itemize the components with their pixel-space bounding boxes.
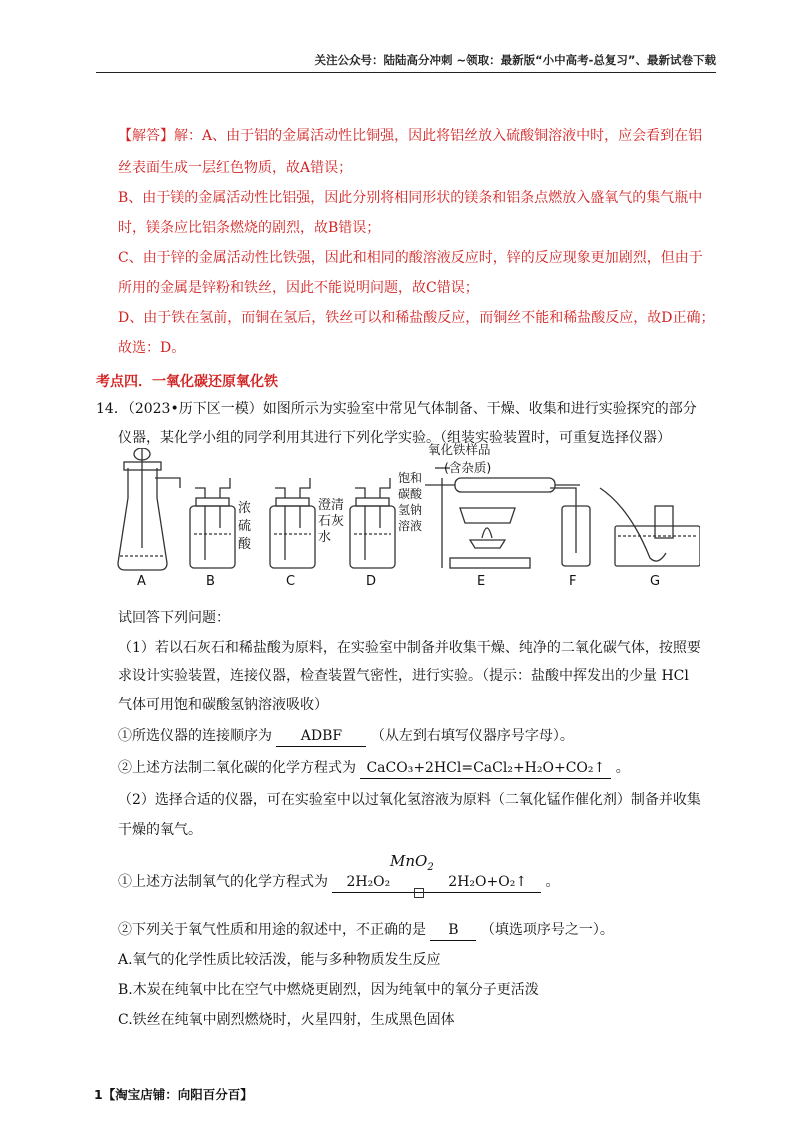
q3-answer-left: 2H₂O₂ [332,872,392,893]
answer-line-6: 所用的金属是锌粉和铁丝，因此不能说明问题，故C错误； [118,280,479,296]
question-line-2: 仪器，某化学小组的同学利用其进行下列化学实验。（组装实验装置时，可重复选择仪器） [118,430,671,446]
answer-line-2: 丝表面生成一层红色物质，故A错误； [118,160,353,176]
answer-line-5: C、由于锌的金属活动性比铁强，因此和相同的酸溶液反应时，锌的反应现象更加剧烈，但由于 [118,250,703,266]
tube-furnace-e [425,468,580,568]
answer-line-7: D、由于铁在氢前，而铜在氢后，铁丝可以和稀盐酸反应，而铜丝不能和稀盐酸反应，故D正确； [118,310,715,326]
bottle-d [350,478,395,568]
label-b: 浓硫酸 [238,501,252,552]
q3-arrow [392,872,446,893]
option-b: B.木炭在纯氧中比在空气中燃烧更剧烈，因为纯氧中的氧分子更活泼 [118,982,539,998]
q4-prefix: ②下列关于氧气性质和用途的叙述中，不正确的是 [118,922,426,938]
p2-line-1: （2）选择合适的仪器，可在实验室中以过氧化氢溶液为原料（二氧化锰作催化剂）制备并收集 [118,792,701,808]
q4-line [118,920,614,941]
q2-answer: CaCO₃+2HCl=CaCl₂+H₂O+CO₂↑ [360,758,611,779]
bottle-f [550,488,590,566]
letter-g: G [650,574,661,589]
answer-line-3: B、由于镁的金属活动性比铝强，因此分别将相同形状的镁条和铝条点燃放入盛氧气的集气瓶中 [118,190,703,206]
letter-b: B [206,574,215,589]
intro-line: 试回答下列问题： [118,610,230,626]
option-c: C.铁丝在纯氧中剧烈燃烧时，火星四射，生成黑色固体 [118,1012,455,1028]
q2-prefix: ②上述方法制二氧化碳的化学方程式为 [118,760,356,776]
label-d: 饱和碳酸氢钠溶液 [398,471,423,533]
question-line-1: 14．（2023•历下区一模）如图所示为实验室中常见气体制备、干燥、收集和进行实验探究的部分 [96,401,697,417]
q2-suffix: 。 [615,760,630,776]
letter-a: A [137,574,146,589]
p1-line-1: （1）若以石灰石和稀盐酸为原料，在实验室中制备并收集干燥、纯净的二氧化碳气体，按照要 [118,640,701,656]
label-e-top-2: (含杂质) [444,460,492,475]
answer-line-1: 【解答】解：A、由于铝的金属活动性比铜强，因此将铝丝放入硫酸铜溶液中时，应会看到在铝 [118,128,703,144]
q1-suffix: （从左到右填写仪器序号字母）。 [370,728,574,744]
answer-line-4: 时，镁条应比铝条燃烧的剧烈，故B错误； [118,220,381,236]
header-rule [96,72,716,73]
bottle-b [190,478,235,568]
trough-g [600,488,700,566]
page-number: 1 [94,1087,103,1102]
q2-line [118,758,630,779]
q4-suffix: （填选项序号之一）。 [480,922,614,938]
bottle-c [270,478,315,568]
p2-line-2: 干燥的氧气。 [118,822,202,838]
q4-answer: B [430,920,476,941]
q3-answer-right: 2H₂O+O₂↑ [446,872,541,893]
q3-suffix: 。 [545,874,560,890]
label-c: 澄清石灰水 [318,498,345,545]
p1-line-3: 气体可用饱和碳酸氢钠溶液吸收） [118,697,328,713]
letter-e: E [477,574,486,589]
p1-line-2: 求设计实验装置，连接仪器，检查装置气密性，进行实验。（提示：盐酸中挥发出的少量 HCl [118,668,689,684]
catalyst-label: MnO$_2$ [390,852,434,873]
footer-text: 【淘宝店铺：向阳百分百】 [102,1087,253,1102]
q1-line [118,726,574,747]
letter-f: F [569,574,577,589]
page-header: 关注公众号：陆陆高分冲刺 ~领取：最新版“小中高考-总复习”、最新试卷下载 [314,53,716,67]
letter-d: D [366,574,377,589]
footer [94,1085,253,1103]
section-title: 考点四．一氧化碳还原氧化铁 [96,374,278,390]
q1-prefix: ①所选仪器的连接顺序为 [118,728,272,744]
q3-line [118,872,560,893]
letter-c: C [286,574,296,589]
label-e-top-1: 氧化铁样品 [428,442,491,457]
option-a: A.氧气的化学性质比较活泼，能与多种物质发生反应 [118,952,441,968]
apparatus-diagram [110,442,700,600]
q3-prefix: ①上述方法制氧气的化学方程式为 [118,874,328,890]
answer-line-8: 故选：D。 [118,340,186,356]
heat-box-icon [414,888,424,898]
q1-answer: ADBF [276,726,366,747]
